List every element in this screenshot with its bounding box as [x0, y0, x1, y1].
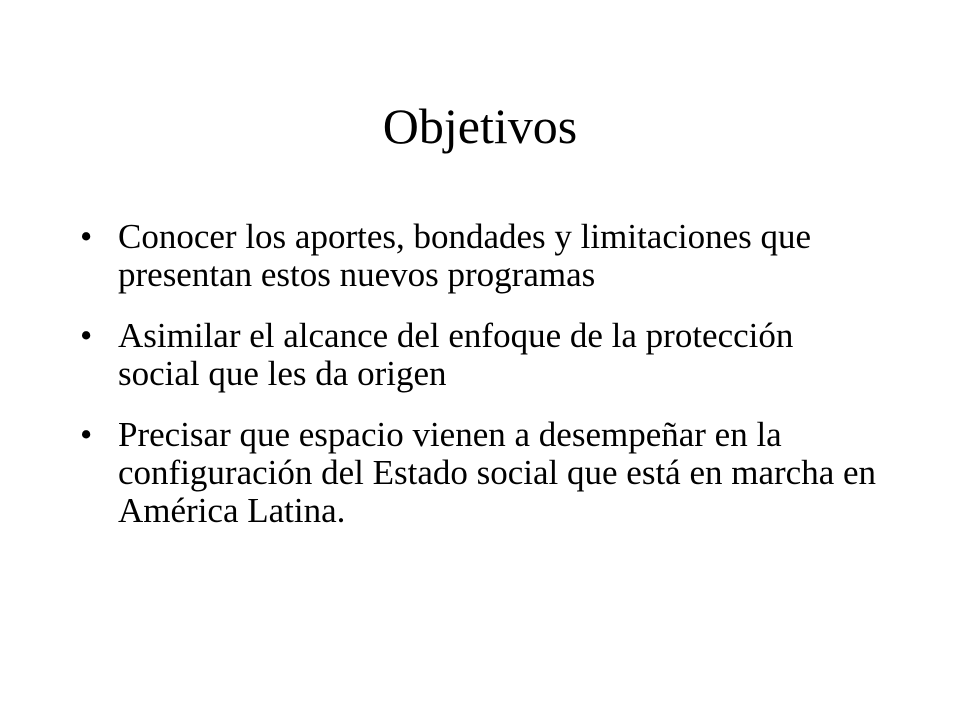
bullet-item: [80, 218, 880, 294]
bullet-item: [80, 416, 880, 530]
bullet-dot-icon: •: [80, 415, 93, 454]
bullet-dot-icon: •: [80, 316, 93, 355]
bullet-text: Conocer los aportes, bondades y limitaciones que presentan estos nuevos programas: [118, 217, 812, 294]
slide-title: Objetivos: [382, 98, 578, 154]
bullet-text: Asimilar el alcance del enfoque de la protección social que les da origen: [118, 316, 794, 393]
bullet-list: [80, 218, 880, 553]
bullet-item: [80, 317, 880, 393]
bullet-dot-icon: •: [80, 217, 93, 256]
bullet-text: Precisar que espacio vienen a desempeñar en la configuración del Estado social que está en marcha en América Latina.: [118, 415, 877, 530]
